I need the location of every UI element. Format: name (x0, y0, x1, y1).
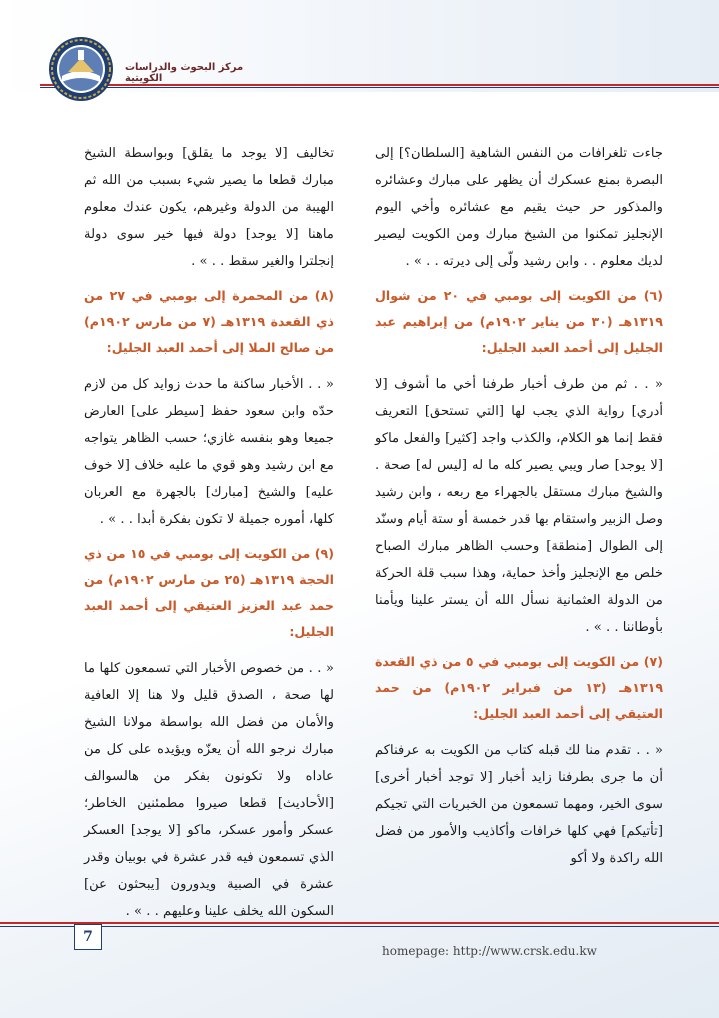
paragraph: « . . ثم من طرف أخبار طرفنا أخي ما أشوف [لا أدري] رواية الذي يجب لها [التي تستحق] التعريف فقط إنما هو الكلام، والكذب واجد [كثير] والفعل ماكو [لا يوجد] صار ويبي يصير كله ما له [ليس له] صحة . والشيخ مبارك مستقل بالجهراء مع ربعه ، وابن رشيد وصل الزبير واستقام بها قدر خمسة أو ستة أيام وسنّد إلى الطوال [منطقة] وحسب الظاهر مبارك الصباح خلص مع الإنجليز وأخذ حماية، وهذا سبب قلة الحركة من الدولة العثمانية نسأل الله أن يستر علينا ويأمنا بأوطاننا . . » . (375, 377, 663, 635)
center-name: مركز البحوث والدراسات الكويتية (125, 62, 244, 84)
letter-heading-7: (٧) من الكويت إلى بومبي في ٥ من ذي القعدة ١٣١٩هـ (١٣ من فبراير ١٩٠٢م) من حمد العتيقي إلى أحمد العبد الجليل: (375, 654, 664, 721)
right-column (375, 140, 663, 880)
paragraph: تخاليف [لا يوجد ما يقلق] وبواسطة الشيخ مبارك قطعا ما يصير شيء بسبب من الله ثم الهيبة من الدولة وغيرهم، يكون عندك معلوم ماهنا [لا يوجد] دولة فيها خير سوى دولة إنجلترا والغير سقط . . » . (84, 146, 334, 269)
letter-heading-6: (٦) من الكويت إلى بومبي في ٢٠ من شوال ١٣١٩هـ (٣٠ من يناير ١٩٠٢م) من إبراهيم عبد الجليل إلى أحمد العبد الجليل: (375, 288, 663, 355)
header-rule-navy (40, 87, 719, 88)
paragraph: « . . الأخبار ساكنة ما حدث زوايد كل من لازم حدّه وابن سعود حفظ [سيطر على] العارض جميعا وهو بنفسه غازي؛ حسب الظاهر يتواجه مع ابن رشيد وهو قوي ما عليه خلاف [لا خوف عليه] والشيخ [مبارك] بالجهرة مع العربان كلها، أموره جميلة لا تكون بفكرة أبدا . . » . (84, 377, 334, 527)
letter-heading-8: (٨) من المحمرة إلى بومبي في ٢٧ من ذي القعدة ١٣١٩هـ (٧ من مارس ١٩٠٢م) من صالح الملا إلى أحمد العبد الجليل: (84, 288, 334, 355)
center-logo-seal (48, 36, 114, 102)
homepage-link[interactable]: homepage: http://www.crsk.edu.kw (382, 944, 597, 958)
paragraph: « . . من خصوص الأخبار التي تسمعون كلها ما لها صحة ، الصدق قليل ولا هنا إلا العافية والأمان من فضل الله بواسطة مولانا الشيخ مبارك نرجو الله أن يعزّه ويؤيده على كل من عاداه ولا تكونون بفكر من هالسوالف [الأحاديث] قطعا صيروا مطمئنين الخاطر؛ عسكر وأمور عسكر، ماكو [لا يوجد] العسكر الذي تسمعون فيه قدر عشرة في بوبيان وقدر عشرة في الصبية ويدورون [يبحثون عن] السكون الله يخلف علينا وعليهم . . » . (84, 661, 334, 919)
left-column (84, 140, 334, 933)
page-number: 7 (74, 924, 102, 950)
paragraph: « . . تقدم منا لك قبله كتاب من الكويت به عرفناكم أن ما جرى بطرفنا زايد أخبار [لا توجد أخبار أخرى] سوى الخير، ومهما تسمعون من الخبريات التي تجيكم [تأتيكم] فهي كلها خرافات وأكاذيب والأمور من فضل الله راكدة ولا أكو (375, 743, 663, 866)
footer-rule-red (0, 922, 719, 924)
paragraph: جاءت تلغرافات من النفس الشاهية [السلطان؟] إلى البصرة بمنع عسكرك أن يظهر على مبارك وعشائره والمذكور حر حيث يقيم مع عشائره وأخي اليوم الإنجليز تمكنوا من الشيخ مبارك ومن الكويت ليصير لديك معلوم . . وابن رشيد ولّى إلى ديرته . . » . (375, 146, 663, 269)
footer-rule-navy (0, 926, 719, 927)
header-rule-red (40, 84, 719, 86)
letter-heading-9: (٩) من الكويت إلى بومبي في ١٥ من ذي الحجة ١٣١٩هـ (٢٥ من مارس ١٩٠٢م) من حمد عبد العزيز العتيقي إلى أحمد العبد الجليل: (84, 546, 334, 639)
